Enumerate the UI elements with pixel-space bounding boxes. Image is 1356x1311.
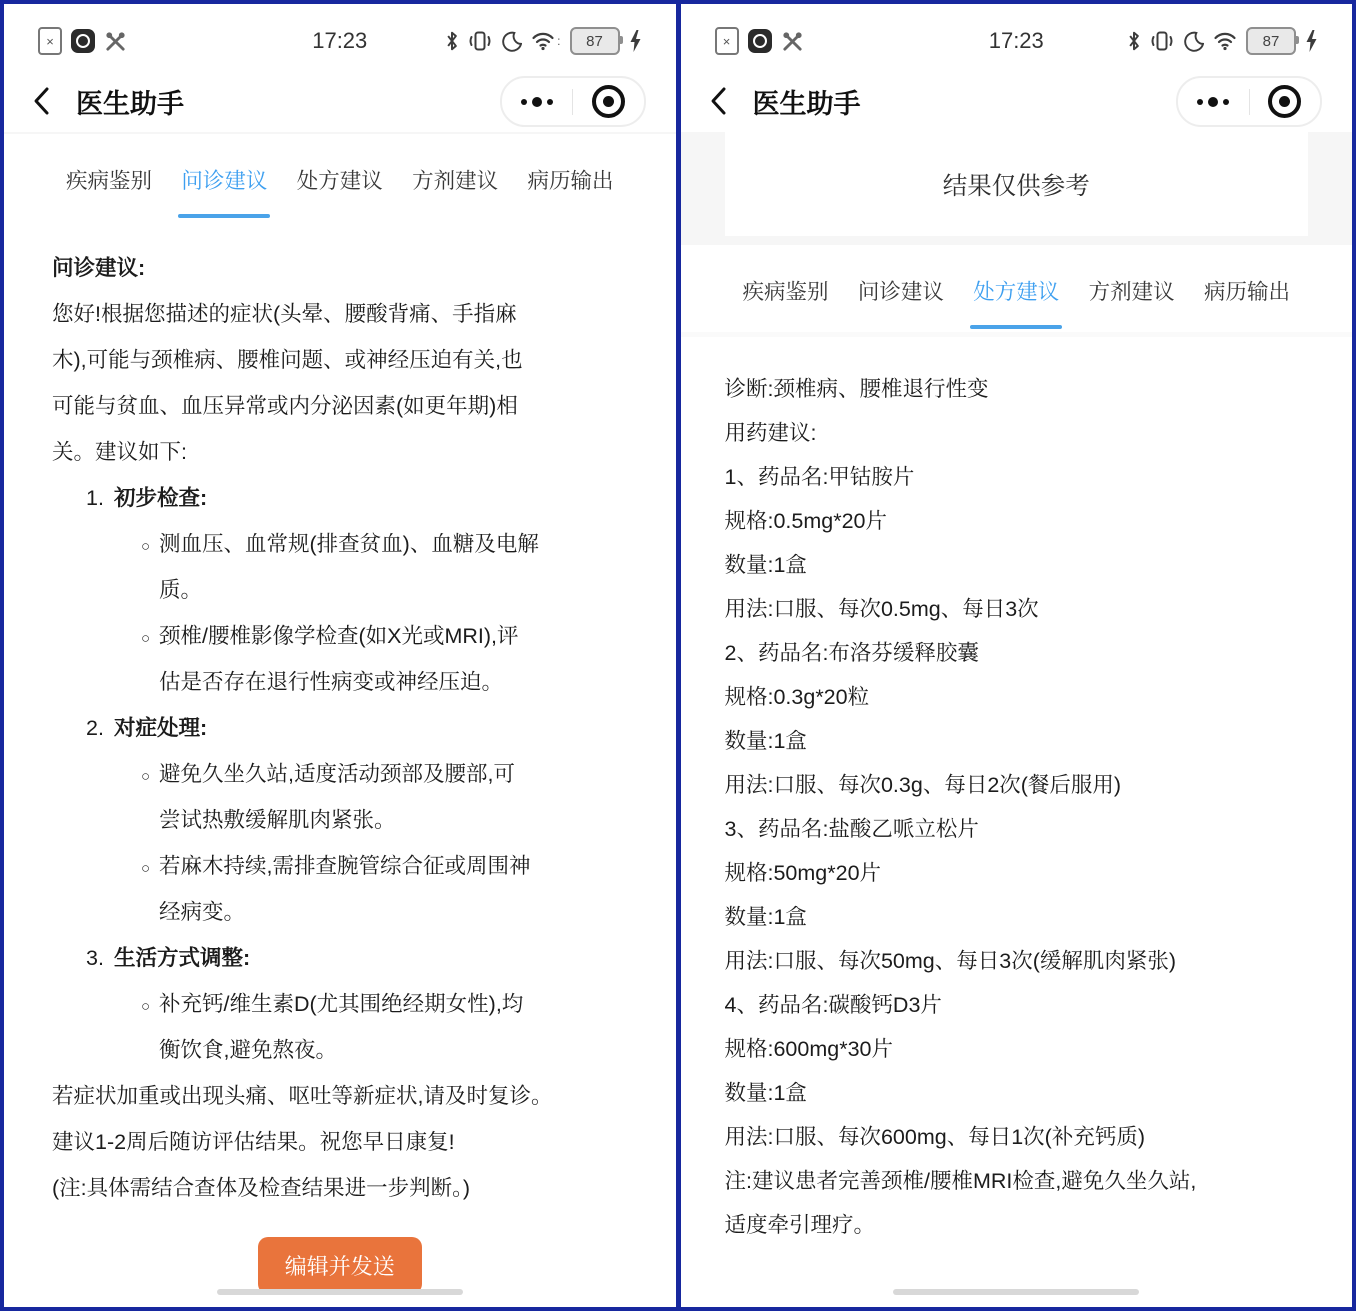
section-item: 1. 初步检查: (86, 486, 208, 510)
home-indicator[interactable] (893, 1289, 1139, 1295)
rx-line: 2、药品名:布洛芬缓释胶囊 (724, 641, 979, 665)
tab-consult-advice[interactable]: 问诊建议 (858, 275, 944, 306)
chevron-left-icon (32, 86, 50, 116)
tab-disease-identify[interactable]: 疾病鉴别 (743, 275, 829, 306)
rx-line: 数量:1盒 (724, 1081, 807, 1105)
vibrate-icon (1150, 30, 1174, 52)
sim-x-mark: × (46, 33, 54, 49)
status-bar (4, 4, 676, 70)
circle-bullet: ○ (141, 768, 151, 785)
closing-line: 若症状加重或出现头痛、呕吐等新症状,请及时复诊。 (52, 1084, 553, 1108)
charging-bolt-icon (1305, 30, 1318, 52)
battery-percent: 87 (586, 32, 603, 50)
battery-indicator (1246, 27, 1296, 55)
bluetooth-icon (445, 30, 459, 52)
rx-line: 用药建议: (724, 421, 817, 445)
clock: 17:23 (312, 28, 368, 53)
close-home-button[interactable] (573, 78, 644, 125)
bullet-line: ○ 颈椎/腰椎影像学检查(如X光或MRI),评 (52, 613, 628, 659)
miniprogram-capsule (500, 76, 646, 127)
status-right-icons (1127, 27, 1318, 55)
left-screen (4, 4, 676, 1307)
rx-line: 1、药品名:甲钴胺片 (724, 465, 915, 489)
active-tab-underline (970, 325, 1062, 329)
rx-line: 数量:1盒 (724, 729, 807, 753)
bluetooth-icon (1127, 30, 1141, 52)
intro-line: 关。建议如下: (52, 440, 187, 464)
tab-bar (681, 245, 1353, 332)
rx-line: 用法:口服、每次0.5mg、每日3次 (724, 597, 1039, 621)
tab-consult-advice[interactable]: 问诊建议 (181, 164, 267, 195)
rx-line: 3、药品名:盐酸乙哌立松片 (724, 817, 979, 841)
rx-line: 规格:0.3g*20粒 (724, 685, 870, 709)
circle-bullet: ○ (141, 998, 151, 1015)
sim-missing-icon (38, 27, 62, 55)
rx-line: 数量:1盒 (724, 553, 807, 577)
vibrate-icon (468, 30, 492, 52)
wifi-sub-dots: : (557, 34, 561, 48)
section-item: 3. 生活方式调整: (86, 946, 251, 970)
more-menu-button[interactable] (502, 78, 573, 125)
wifi-icon (531, 31, 555, 51)
bullet-continuation: 经病变。 (159, 900, 246, 924)
bullet-continuation: 尝试热敷缓解肌肉紧张。 (159, 808, 396, 832)
right-screen (681, 4, 1353, 1307)
tab-record-output[interactable]: 病历输出 (527, 164, 613, 195)
page-title: 医生助手 (752, 88, 861, 119)
battery-indicator (570, 27, 620, 55)
moon-icon (501, 31, 522, 52)
bullet-line: ○ 避免久坐久站,适度活动颈部及腰部,可 (52, 751, 628, 797)
circle-bullet: ○ (141, 538, 151, 555)
status-left-icons (715, 27, 804, 55)
rx-line: 适度牵引理疗。 (724, 1213, 876, 1237)
close-home-button[interactable] (1250, 78, 1321, 125)
app-badge-icon (71, 29, 95, 53)
wifi-icon (1213, 31, 1237, 51)
charging-bolt-icon (629, 30, 642, 52)
section-item: 2. 对症处理: (86, 716, 208, 740)
circle-bullet: ○ (141, 630, 151, 647)
intro-line: 可能与贫血、血压异常或内分泌因素(如更年期)相 (52, 394, 518, 418)
bullet-continuation: 衡饮食,避免熬夜。 (159, 1038, 337, 1062)
clock: 17:23 (988, 28, 1044, 53)
back-button[interactable] (709, 86, 727, 116)
rx-line: 4、药品名:碳酸钙D3片 (724, 993, 942, 1017)
bullet-continuation: 质。 (159, 578, 203, 602)
rx-line: 用法:口服、每次50mg、每日3次(缓解肌肉紧张) (724, 949, 1177, 973)
rx-line: 规格:600mg*30片 (724, 1037, 893, 1061)
app-header (4, 70, 676, 132)
bullet-line: ○ 补充钙/维生素D(尤其围绝经期女性),均 (52, 981, 628, 1027)
closing-line: 建议1-2周后随访评估结果。祝您早日康复! (52, 1130, 455, 1154)
battery-percent: 87 (1262, 32, 1280, 50)
intro-line: 木),可能与颈椎病、腰椎问题、或神经压迫有关,也 (52, 348, 523, 372)
active-tab-underline (178, 214, 270, 218)
sim-x-mark: × (722, 33, 731, 49)
intro-line: 您好!根据您描述的症状(头晕、腰酸背痛、手指麻 (52, 302, 517, 326)
tab-prescription-advice[interactable]: 处方建议 (297, 164, 383, 195)
tools-icon (104, 30, 127, 53)
tab-record-output[interactable]: 病历输出 (1204, 275, 1290, 306)
content-heading: 问诊建议: (52, 256, 146, 280)
status-left-icons (38, 27, 127, 55)
bullet-line: ○ 若麻木持续,需排查腕管综合征或周围神 (52, 843, 628, 889)
rx-line: 数量:1盒 (724, 905, 807, 929)
tab-disease-identify[interactable]: 疾病鉴别 (66, 164, 152, 195)
app-badge-icon (748, 29, 772, 53)
miniprogram-capsule (1176, 76, 1322, 127)
band-gap (681, 236, 1353, 245)
tab-formula-advice[interactable]: 方剂建议 (1089, 275, 1175, 306)
status-right-icons (445, 27, 641, 55)
tools-icon (781, 30, 804, 53)
rx-line: 规格:50mg*20片 (724, 861, 882, 885)
rx-line: 诊断:颈椎病、腰椎退行性变 (724, 377, 989, 401)
chevron-left-icon (709, 86, 727, 116)
tab-prescription-advice[interactable]: 处方建议 (973, 275, 1059, 306)
rx-line: 用法:口服、每次600mg、每日1次(补充钙质) (724, 1125, 1145, 1149)
rx-line: 注:建议患者完善颈椎/腰椎MRI检查,避免久坐久站, (724, 1169, 1197, 1193)
sim-missing-icon (715, 27, 739, 55)
disclaimer-banner: 结果仅供参考 (725, 132, 1309, 236)
closing-line: (注:具体需结合查体及检查结果进一步判断。) (52, 1176, 471, 1200)
page-title: 医生助手 (76, 88, 184, 119)
rx-line: 用法:口服、每次0.3g、每日2次(餐后服用) (724, 773, 1122, 797)
disclaimer-band (681, 132, 1353, 236)
bullet-line: ○ 测血压、血常规(排查贫血)、血糖及电解 (52, 521, 628, 567)
target-circle-icon (592, 85, 625, 118)
more-menu-button[interactable] (1178, 78, 1249, 125)
bullet-continuation: 估是否存在退行性病变或神经压迫。 (159, 670, 504, 694)
prescription-advice-content (681, 337, 1353, 1247)
consult-advice-content (4, 221, 676, 1294)
circle-bullet: ○ (141, 860, 151, 877)
app-header (681, 70, 1353, 132)
moon-icon (1183, 31, 1204, 52)
edit-and-send-button[interactable]: 编辑并发送 (258, 1237, 422, 1294)
tab-bar (4, 134, 676, 221)
rx-line: 规格:0.5mg*20片 (724, 509, 888, 533)
back-button[interactable] (32, 86, 50, 116)
tab-formula-advice[interactable]: 方剂建议 (412, 164, 498, 195)
status-bar (681, 4, 1353, 70)
home-indicator[interactable] (217, 1289, 463, 1295)
target-circle-icon (1268, 85, 1301, 118)
